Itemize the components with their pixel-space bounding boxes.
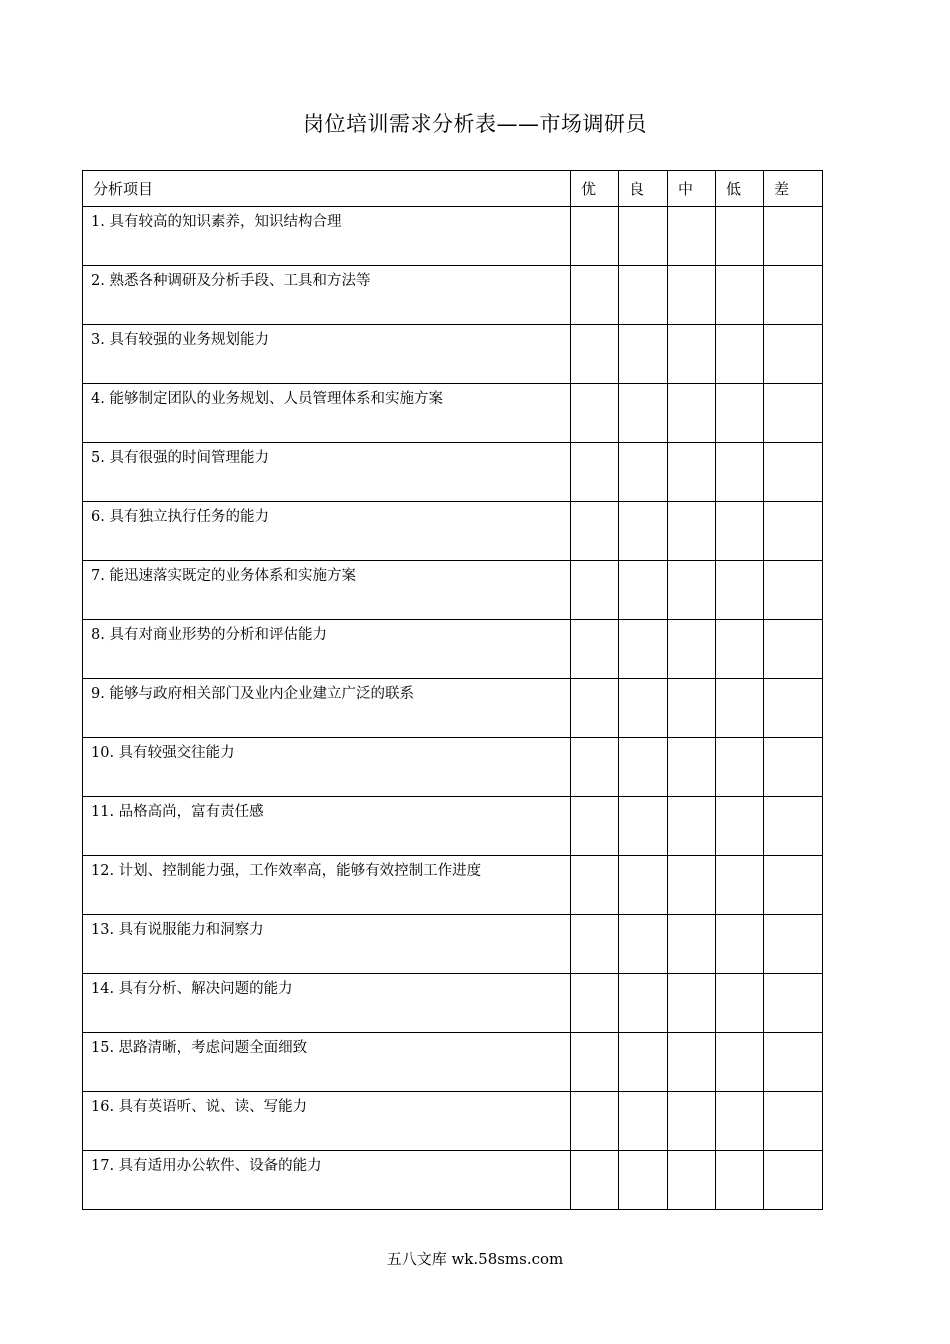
rating-cell-excellent[interactable] xyxy=(571,207,619,266)
rating-cell-excellent[interactable] xyxy=(571,384,619,443)
rating-cell-medium[interactable] xyxy=(668,443,716,502)
rating-cell-low[interactable] xyxy=(716,679,764,738)
table-row xyxy=(83,443,823,502)
analysis-item-text: 8. 具有对商业形势的分析和评估能力 xyxy=(83,620,571,679)
rating-cell-medium[interactable] xyxy=(668,915,716,974)
rating-cell-excellent[interactable] xyxy=(571,856,619,915)
rating-cell-good[interactable] xyxy=(619,266,668,325)
analysis-item-text: 11. 品格高尚，富有责任感 xyxy=(83,797,571,856)
analysis-item-text: 9. 能够与政府相关部门及业内企业建立广泛的联系 xyxy=(83,679,571,738)
table-row xyxy=(83,325,823,384)
rating-cell-medium[interactable] xyxy=(668,266,716,325)
rating-cell-poor[interactable] xyxy=(764,915,823,974)
rating-cell-medium[interactable] xyxy=(668,1092,716,1151)
rating-cell-excellent[interactable] xyxy=(571,1092,619,1151)
rating-cell-good[interactable] xyxy=(619,384,668,443)
analysis-item-text: 17. 具有适用办公软件、设备的能力 xyxy=(83,1151,571,1210)
rating-cell-excellent[interactable] xyxy=(571,266,619,325)
rating-cell-excellent[interactable] xyxy=(571,1151,619,1210)
rating-cell-excellent[interactable] xyxy=(571,679,619,738)
rating-cell-good[interactable] xyxy=(619,797,668,856)
rating-cell-medium[interactable] xyxy=(668,797,716,856)
header-low: 低 xyxy=(716,171,764,207)
rating-cell-low[interactable] xyxy=(716,974,764,1033)
rating-cell-good[interactable] xyxy=(619,325,668,384)
rating-cell-good[interactable] xyxy=(619,915,668,974)
table-row xyxy=(83,561,823,620)
rating-cell-low[interactable] xyxy=(716,738,764,797)
footer-watermark: 五八文库 wk.58sms.com xyxy=(386,1250,564,1268)
rating-cell-low[interactable] xyxy=(716,856,764,915)
rating-cell-medium[interactable] xyxy=(668,679,716,738)
rating-cell-medium[interactable] xyxy=(668,384,716,443)
rating-cell-low[interactable] xyxy=(716,620,764,679)
rating-cell-good[interactable] xyxy=(619,443,668,502)
analysis-item-text: 15. 思路清晰，考虑问题全面细致 xyxy=(83,1033,571,1092)
rating-cell-good[interactable] xyxy=(619,561,668,620)
rating-cell-excellent[interactable] xyxy=(571,502,619,561)
rating-cell-good[interactable] xyxy=(619,502,668,561)
table-row xyxy=(83,1151,823,1210)
rating-cell-poor[interactable] xyxy=(764,1151,823,1210)
rating-cell-poor[interactable] xyxy=(764,797,823,856)
rating-cell-poor[interactable] xyxy=(764,325,823,384)
analysis-item-text: 2. 熟悉各种调研及分析手段、工具和方法等 xyxy=(83,266,571,325)
rating-cell-low[interactable] xyxy=(716,325,764,384)
table-row xyxy=(83,797,823,856)
rating-cell-medium[interactable] xyxy=(668,207,716,266)
header-analysis-item: 分析项目 xyxy=(83,171,571,207)
rating-cell-medium[interactable] xyxy=(668,502,716,561)
rating-cell-medium[interactable] xyxy=(668,620,716,679)
rating-cell-low[interactable] xyxy=(716,1151,764,1210)
analysis-item-text: 16. 具有英语听、说、读、写能力 xyxy=(83,1092,571,1151)
analysis-item-text: 5. 具有很强的时间管理能力 xyxy=(83,443,571,502)
rating-cell-medium[interactable] xyxy=(668,738,716,797)
table-row xyxy=(83,620,823,679)
rating-cell-excellent[interactable] xyxy=(571,325,619,384)
rating-cell-good[interactable] xyxy=(619,1151,668,1210)
rating-cell-poor[interactable] xyxy=(764,856,823,915)
table-row xyxy=(83,1033,823,1092)
header-good: 良 xyxy=(619,171,668,207)
rating-cell-low[interactable] xyxy=(716,207,764,266)
page-title: 岗位培训需求分析表——市场调研员 xyxy=(303,112,647,136)
table-row xyxy=(83,738,823,797)
rating-cell-low[interactable] xyxy=(716,384,764,443)
training-needs-table xyxy=(82,170,823,1210)
rating-cell-low[interactable] xyxy=(716,443,764,502)
analysis-item-text: 7. 能迅速落实既定的业务体系和实施方案 xyxy=(83,561,571,620)
table-row xyxy=(83,915,823,974)
rating-cell-poor[interactable] xyxy=(764,502,823,561)
table-row xyxy=(83,856,823,915)
rating-cell-good[interactable] xyxy=(619,974,668,1033)
table-row xyxy=(83,679,823,738)
rating-cell-medium[interactable] xyxy=(668,1033,716,1092)
rating-cell-excellent[interactable] xyxy=(571,561,619,620)
table-row xyxy=(83,1092,823,1151)
rating-cell-excellent[interactable] xyxy=(571,974,619,1033)
rating-cell-excellent[interactable] xyxy=(571,915,619,974)
rating-cell-medium[interactable] xyxy=(668,1151,716,1210)
analysis-item-text: 6. 具有独立执行任务的能力 xyxy=(83,502,571,561)
rating-cell-poor[interactable] xyxy=(764,738,823,797)
rating-cell-low[interactable] xyxy=(716,1033,764,1092)
table-row xyxy=(83,384,823,443)
rating-cell-poor[interactable] xyxy=(764,1033,823,1092)
analysis-item-text: 4. 能够制定团队的业务规划、人员管理体系和实施方案 xyxy=(83,384,571,443)
analysis-item-text: 13. 具有说服能力和洞察力 xyxy=(83,915,571,974)
rating-cell-poor[interactable] xyxy=(764,266,823,325)
table-row xyxy=(83,207,823,266)
analysis-item-text: 10. 具有较强交往能力 xyxy=(83,738,571,797)
rating-cell-good[interactable] xyxy=(619,738,668,797)
header-excellent: 优 xyxy=(571,171,619,207)
rating-cell-medium[interactable] xyxy=(668,856,716,915)
rating-cell-low[interactable] xyxy=(716,1092,764,1151)
rating-cell-excellent[interactable] xyxy=(571,1033,619,1092)
rating-cell-good[interactable] xyxy=(619,856,668,915)
table-row xyxy=(83,502,823,561)
analysis-item-text: 14. 具有分析、解决问题的能力 xyxy=(83,974,571,1033)
rating-cell-poor[interactable] xyxy=(764,384,823,443)
rating-cell-excellent[interactable] xyxy=(571,443,619,502)
table-row xyxy=(83,266,823,325)
rating-cell-medium[interactable] xyxy=(668,561,716,620)
rating-cell-good[interactable] xyxy=(619,679,668,738)
rating-cell-excellent[interactable] xyxy=(571,797,619,856)
rating-cell-poor[interactable] xyxy=(764,1092,823,1151)
table-row xyxy=(83,974,823,1033)
rating-cell-low[interactable] xyxy=(716,561,764,620)
analysis-item-text: 1. 具有较高的知识素养，知识结构合理 xyxy=(83,207,571,266)
rating-cell-low[interactable] xyxy=(716,266,764,325)
rating-cell-excellent[interactable] xyxy=(571,738,619,797)
rating-cell-medium[interactable] xyxy=(668,325,716,384)
rating-cell-good[interactable] xyxy=(619,1033,668,1092)
rating-cell-poor[interactable] xyxy=(764,679,823,738)
rating-cell-poor[interactable] xyxy=(764,561,823,620)
rating-cell-medium[interactable] xyxy=(668,974,716,1033)
rating-cell-poor[interactable] xyxy=(764,620,823,679)
rating-cell-low[interactable] xyxy=(716,797,764,856)
rating-cell-poor[interactable] xyxy=(764,974,823,1033)
rating-cell-good[interactable] xyxy=(619,207,668,266)
rating-cell-low[interactable] xyxy=(716,502,764,561)
rating-cell-low[interactable] xyxy=(716,915,764,974)
header-medium: 中 xyxy=(668,171,716,207)
rating-cell-good[interactable] xyxy=(619,1092,668,1151)
table-header-row xyxy=(83,171,823,207)
rating-cell-poor[interactable] xyxy=(764,443,823,502)
analysis-item-text: 12. 计划、控制能力强，工作效率高，能够有效控制工作进度 xyxy=(83,856,571,915)
rating-cell-excellent[interactable] xyxy=(571,620,619,679)
analysis-item-text: 3. 具有较强的业务规划能力 xyxy=(83,325,571,384)
rating-cell-good[interactable] xyxy=(619,620,668,679)
rating-cell-poor[interactable] xyxy=(764,207,823,266)
table-body xyxy=(83,207,823,1210)
header-poor: 差 xyxy=(764,171,823,207)
